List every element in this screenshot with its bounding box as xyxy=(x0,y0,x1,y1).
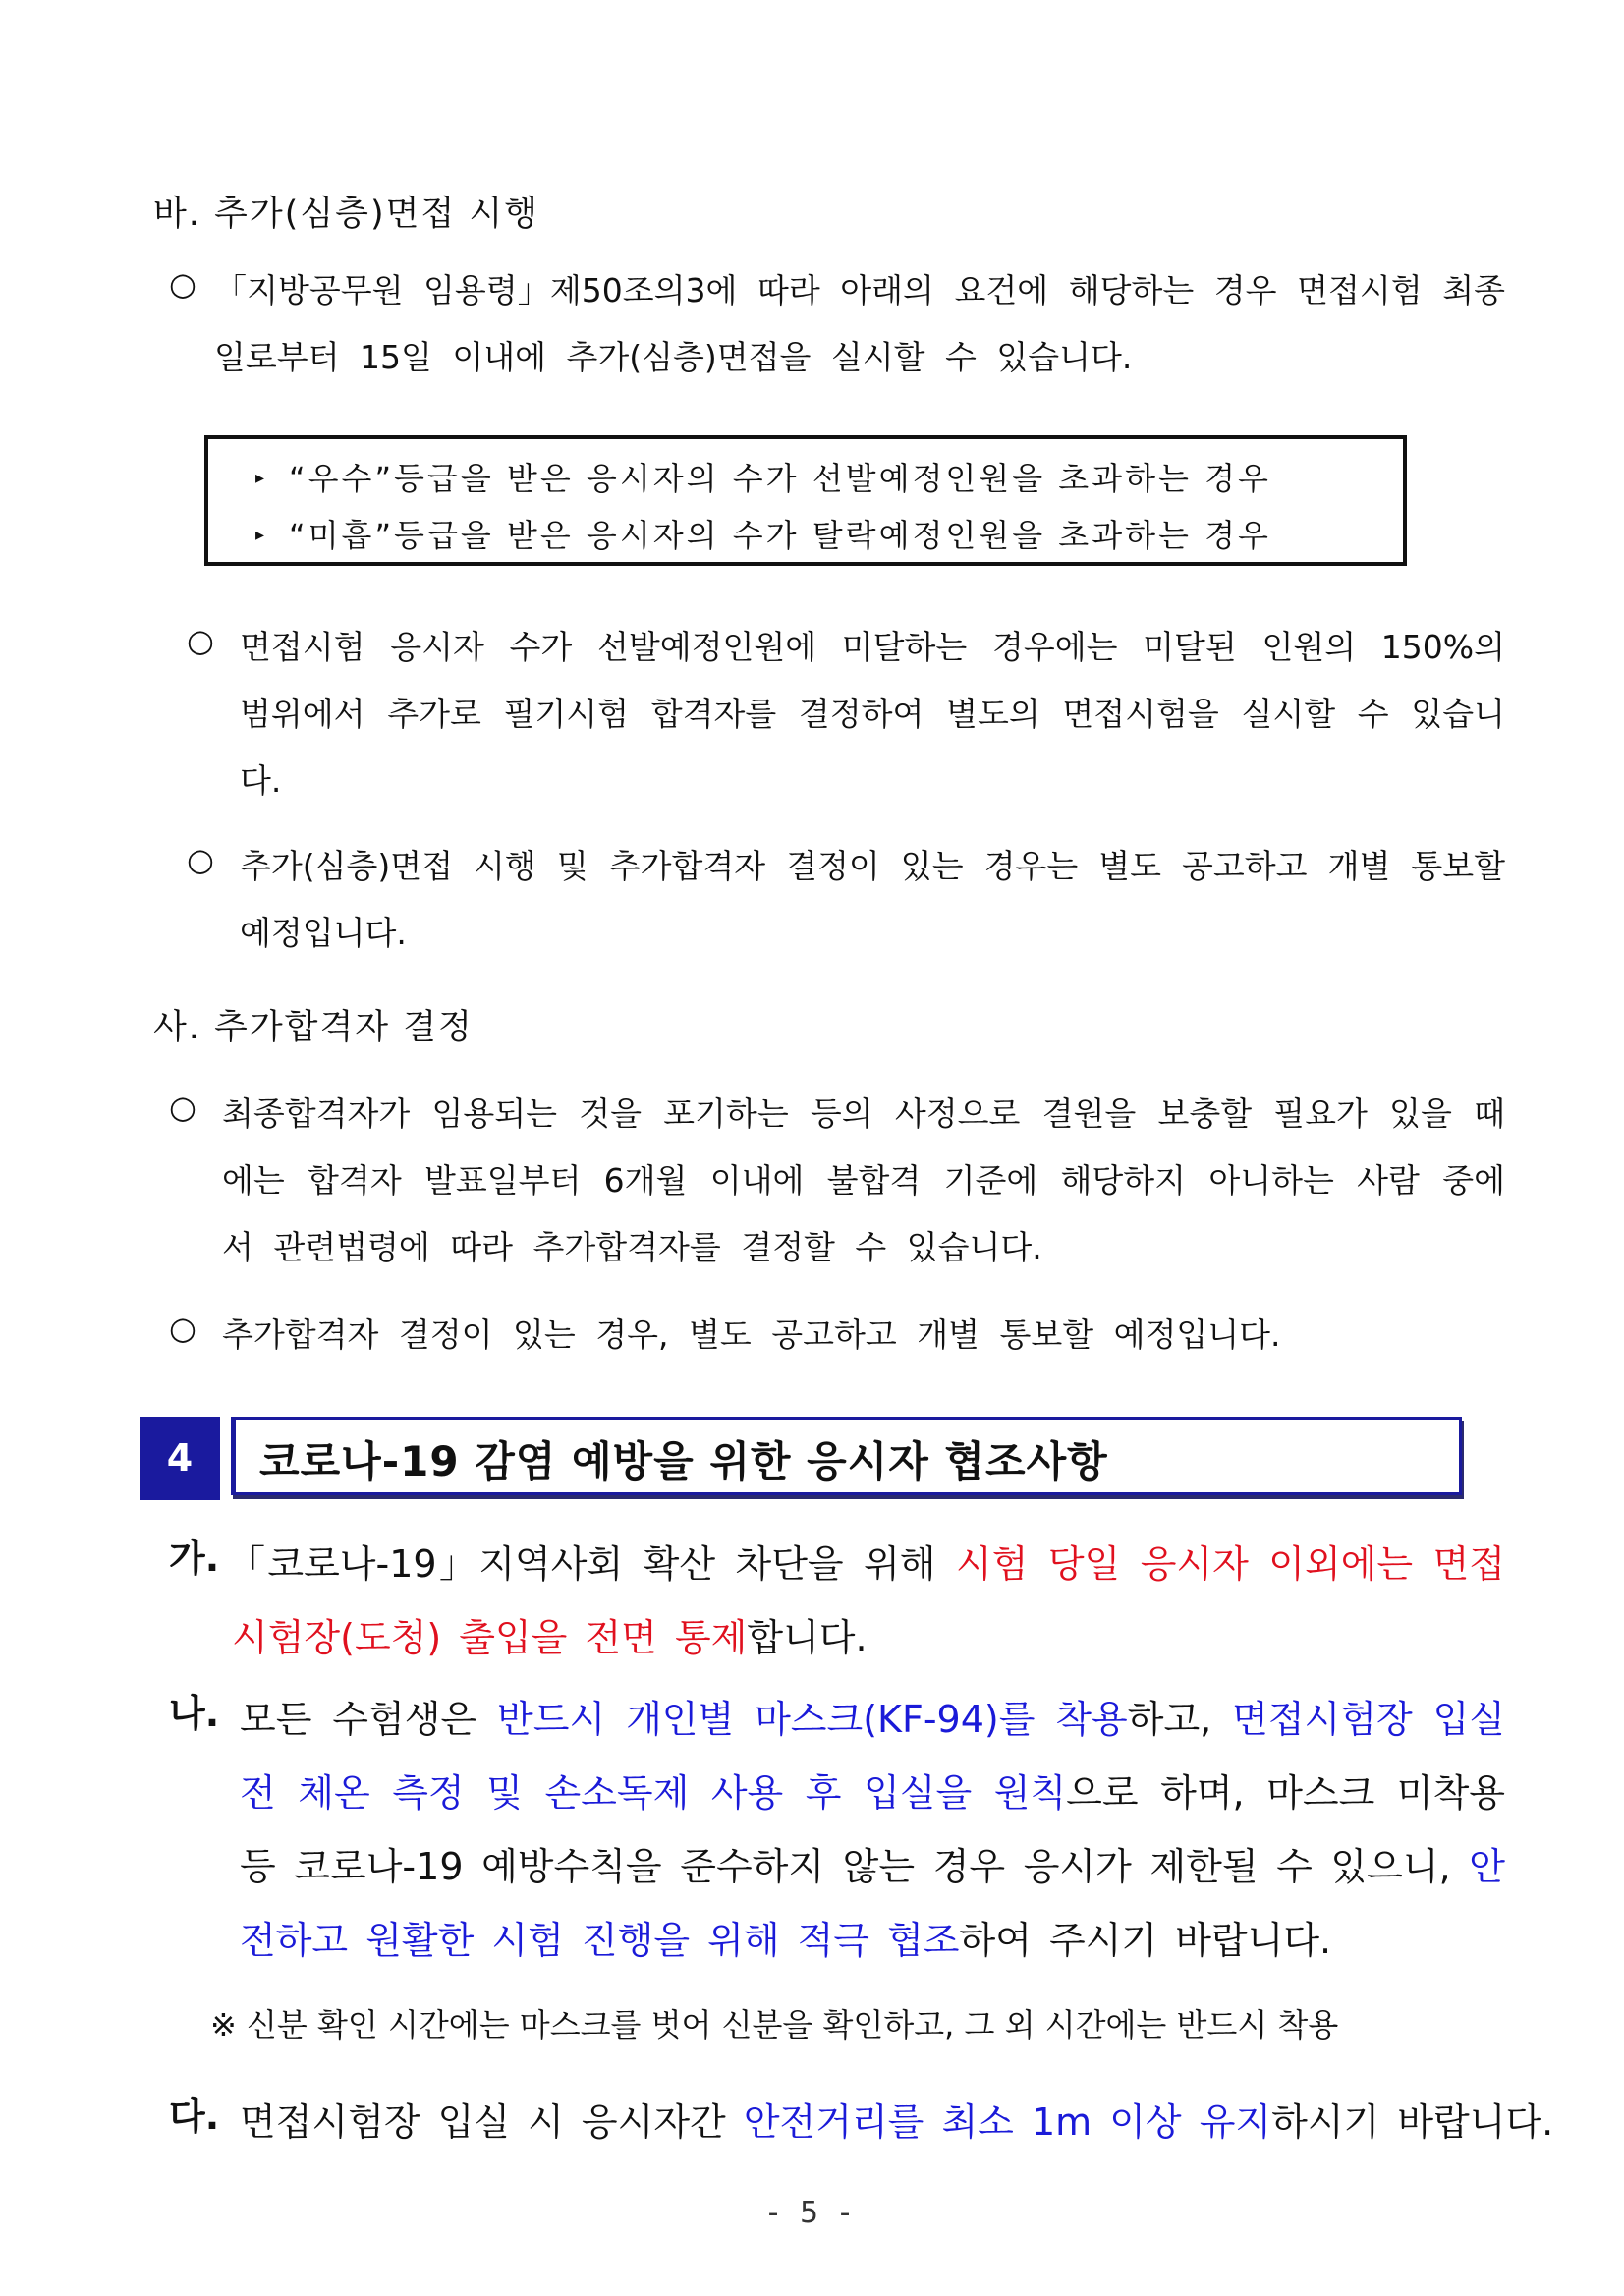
emphasis-blue: 반드시 개인별 마스크(KF-94)를 착용 xyxy=(497,1698,1128,1741)
criteria-text: “미흡”등급을 받은 응시자의 수가 탈락예정인원을 초과하는 경우 xyxy=(289,517,1271,554)
text-run: 하시기 바랍니다. xyxy=(1271,2100,1554,2144)
item-label: 다. xyxy=(169,2095,220,2138)
criteria-box xyxy=(204,435,1407,566)
section-4-header xyxy=(140,1417,1464,1500)
paragraph-sa-2 xyxy=(169,1302,1505,1369)
circle-bullet-icon: ○ xyxy=(187,622,214,659)
triangle-bullet-icon: ▸ xyxy=(255,525,268,545)
criteria-item-1 xyxy=(255,454,1271,499)
section-title-box xyxy=(231,1417,1462,1495)
criteria-text: “우수”등급을 받은 응시자의 수가 선발예정인원을 초과하는 경우 xyxy=(289,460,1271,497)
note-text: ※ 신분 확인 시간에는 마스크를 벗어 신분을 확인하고, 그 외 시간에는 반드시 착용 xyxy=(210,2006,1339,2044)
paragraph-text: 면접시험 응시자 수가 선발예정인원에 미달하는 경우에는 미달된 인원의 150%의 범위에서 추가로 필기시험 합격자를 결정하여 별도의 면접시험을 실시할 수 있습니다. xyxy=(240,628,1505,800)
text-run: 「코로나-19」지역사회 확산 차단을 위해 xyxy=(228,1542,956,1586)
paragraph-sa-1 xyxy=(169,1081,1505,1281)
item-na xyxy=(169,1683,1505,1978)
item-text xyxy=(169,1528,1505,1675)
paragraph-text: 추가(심층)면접 시행 및 추가합격자 결정이 있는 경우는 별도 공고하고 개별 통보할 예정입니다. xyxy=(240,847,1505,952)
text-run: 하고, xyxy=(1127,1698,1233,1741)
section-title: 코로나-19 감염 예방을 위한 응시자 협조사항 xyxy=(259,1437,1108,1485)
section-number-badge: 4 xyxy=(140,1417,220,1500)
page-number: - 5 - xyxy=(767,2196,857,2230)
section-heading-sa: 사. 추가합격자 결정 xyxy=(153,1008,474,1047)
item-label: 나. xyxy=(169,1692,220,1735)
emphasis-blue: 면접시험장 입실 전 체온 측정 및 손소독제 사용 후 입실을 원칙 xyxy=(240,1698,1505,1815)
text-run: 모든 수험생은 xyxy=(240,1698,498,1741)
item-text xyxy=(169,2086,1554,2159)
paragraph-ba-2 xyxy=(187,614,1505,814)
emphasis-red: 시험 당일 응시자 이외에는 면접시험장(도청) 출입을 전면 통제 xyxy=(232,1542,1505,1659)
circle-bullet-icon: ○ xyxy=(169,265,196,303)
paragraph-text: 최종합격자가 임용되는 것을 포기하는 등의 사정으로 결원을 보충할 필요가 있을 때에는 합격자 발표일부터 6개월 이내에 불합격 기준에 해당하지 아니하는 사람 중에서 관련법령에 따라 추가합격자를 결정할 수 있습니다. xyxy=(222,1094,1505,1266)
emphasis-blue: 안전하고 원활한 시험 진행을 위해 적극 협조 xyxy=(240,1845,1505,1962)
text-run: 으로 하며, 마스크 미착용 등 코로나-19 예방수칙을 준수하지 않는 경우 응시가 제한될 수 있으니, xyxy=(240,1771,1505,1888)
circle-bullet-icon: ○ xyxy=(187,841,214,878)
criteria-item-2 xyxy=(255,511,1271,556)
text-run: 합니다. xyxy=(747,1616,868,1659)
text-run: 하여 주시기 바랍니다. xyxy=(959,1919,1332,1962)
circle-bullet-icon: ○ xyxy=(169,1089,196,1126)
item-text xyxy=(169,1683,1505,1978)
circle-bullet-icon: ○ xyxy=(169,1310,196,1347)
paragraph-ba-1 xyxy=(169,257,1505,391)
paragraph-text: 추가합격자 결정이 있는 경우, 별도 공고하고 개별 통보할 예정입니다. xyxy=(222,1316,1281,1354)
item-ga xyxy=(169,1528,1505,1675)
triangle-bullet-icon: ▸ xyxy=(255,468,268,488)
paragraph-ba-3 xyxy=(187,833,1505,967)
paragraph-text: 「지방공무원 임용령」제50조의3에 따라 아래의 요건에 해당하는 경우 면접시험 최종일로부터 15일 이내에 추가(심층)면접을 실시할 수 있습니다. xyxy=(214,271,1505,376)
item-da xyxy=(169,2086,1554,2159)
emphasis-blue: 안전거리를 최소 1m 이상 유지 xyxy=(743,2100,1272,2144)
item-label: 가. xyxy=(169,1537,220,1580)
text-run: 면접시험장 입실 시 응시자간 xyxy=(240,2100,744,2144)
section-heading-ba: 바. 추가(심층)면접 시행 xyxy=(153,195,539,234)
